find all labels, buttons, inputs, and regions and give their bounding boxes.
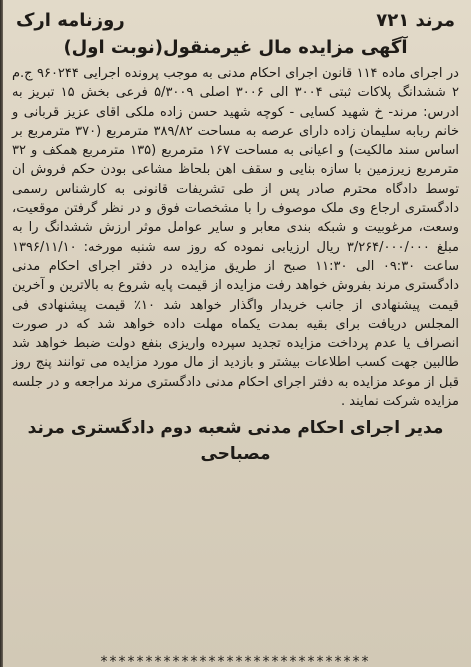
ad-code: مرند ۷۲۱ — [376, 10, 455, 31]
newspaper-name: روزنامه ارک — [16, 10, 125, 31]
notice-title: آگهی مزایده مال غیرمنقول(نوبت اول) — [63, 37, 408, 58]
left-edge-rule — [0, 0, 3, 667]
masthead — [12, 10, 459, 32]
star-border: ****************************** — [100, 655, 371, 667]
notice-signature: مدیر اجرای احکام مدنی شعبه دوم دادگستری مرند مصباحی — [27, 418, 444, 465]
notice-body: در اجرای ماده ۱۱۴ قانون اجرای احکام مدنی به موجب پرونده اجرایی ۹۶۰۲۴۴ ج.م ۲ ششدانگ پلاکات ثبتی ۳۰۰۴ الی ۳۰۰۶ اصلی ۵/۳۰۰۹ فرعی بخش ۱۵ تبریز به ادرس: مرند- خ شهید کسایی - کوچه شهید حسن زاده ملکی اقای عزیز قربانی و خانم ربابه سلیمان زاده دارای عرصه به مساحت ۳۸۹/۸۲ مترمربع (۳۷۰ مترمربع بر اساس سند مالکیت) و اعیانی به مساحت ۱۶۷ مترمربع (۱۳۵ مترمربع همکف و ۳۲ مترمربع زیرزمین با سازه بنایی و سقف اهن بلحاظ مشاعی بودن حکم فروش ان توسط دادگاه محترم صادر پس از طی تشریفات قانونی به کارشناس رسمی دادگستری ارجاع وی ملک موصوف را با مشخصات فوق و در نظر گرفتن موقعیت، وسعت، مرغوبیت و شبکه بندی معابر و سایر عوامل موثر ارزش ششدانگ را به مبلغ ۳/۲۶۴/۰۰۰/۰۰۰ ریال ارزیابی نموده که روز سه شنبه مورخه: ۱۳۹۶/۱۱/۱۰ ساعت ۰۹:۳۰ الی ۱۱:۳۰ صبح از طریق مزایده در دفتر اجرای احکام مدنی دادگستری مرند بفروش خواهد رفت مزایده از قیمت پایه شروع به بالاترین و آخرین قیمت پیشنهادی از جانب خریدار واگذار خواهد شد ۱۰٪ قیمت پیشنهادی فی المجلس دریافت برای بقیه بمدت یکماه مهلت داده خواهد شد که در صورت انصراف یا عدم پرداخت مزایده تجدید سپرده واریزی بنفع دولت ضبط خواهد شد طالبین جهت کسب اطلاعات بیشتر و بازدید از مال مورد مزایده می توانند پنج روز قبل از موعد مزایده به دفتر اجرای احکام مدنی دادگستری مرند مراجعه و در جلسه مزایده شرکت نمایند . — [12, 66, 459, 410]
